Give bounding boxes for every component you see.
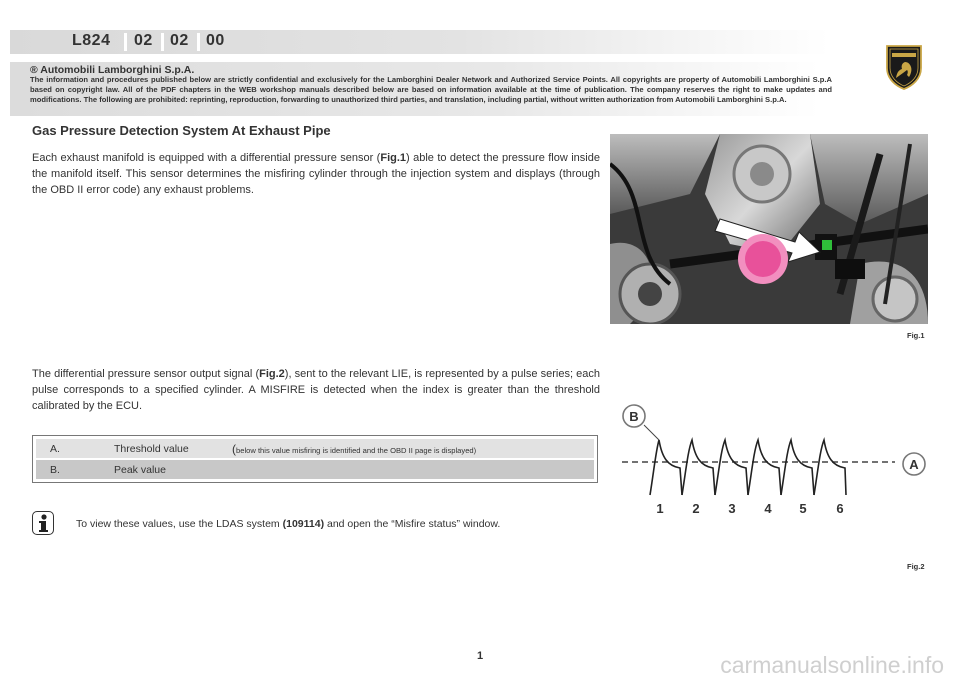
watermark-text: carmanualsonline.info <box>720 652 944 678</box>
info-note <box>76 518 500 530</box>
info-text: To view these values, use the LDAS system <box>76 518 283 530</box>
callout-a-label: A <box>909 457 919 472</box>
sensor-highlight <box>822 240 832 250</box>
pink-marker <box>745 241 781 277</box>
paragraph-text: Each exhaust manifold is equipped with a differential pressure sensor ( <box>32 152 381 164</box>
cylinder-number: 5 <box>799 501 807 516</box>
cylinder-number: 3 <box>728 501 736 516</box>
paragraph-text: ), sent to the relevant LIE, is represented by a pulse series; each pulse corresponds to a specified cylinder. A MISFIRE is detected when the index is greater than the threshold calibrated by the ECU. <box>32 368 600 412</box>
figure-reference: Fig.2 <box>259 368 285 380</box>
code-separator <box>124 33 127 51</box>
figure-reference: Fig.1 <box>380 152 407 164</box>
row-note-text: below this value misfiring is identified and the OBD II page is displayed) <box>236 446 477 455</box>
row-label: Threshold value <box>114 443 189 455</box>
paragraph-text: The differential pressure sensor output signal ( <box>32 368 260 380</box>
row-note <box>232 442 476 456</box>
doc-code-revision: 00 <box>206 32 225 49</box>
notice-text: The information and procedures published below are strictly confidential and exclusively for the Lamborghini Dealer Network and Authorized Service Points. All copyrights are property of Automobili Lamborghini S.p.A based on copyright law. All of the PDF chapters in the WEB workshop manuals described below are based on information available at the time of publication. The company reserves the right to make updates and modifications. The following are prohibited: reprinting, reproduction, forwarding to unauthorized third parties, and translation, including partial, without written authorization from Automobili Lamborghini S.p.A. <box>30 75 832 104</box>
notice-title: ® Automobili Lamborghini S.p.A. <box>30 64 195 76</box>
row-letter: B. <box>50 464 60 476</box>
paragraph-text: ) able to detect the pressure flow inside the manifold itself. This sensor determines the misfiring cylinder through the injection system and displays (through the OBD II error code) any exhaust problems. <box>32 152 600 196</box>
row-label: Peak value <box>114 464 166 476</box>
engine-photo <box>610 134 928 324</box>
document-code-bar <box>10 30 830 54</box>
doc-code-group: 02 <box>134 32 153 49</box>
cylinder-number: 2 <box>692 501 700 516</box>
doc-code-subgroup: 02 <box>170 32 189 49</box>
doc-code-model: L824 <box>72 32 111 49</box>
paragraph-sensor-description <box>32 150 600 198</box>
info-glyph <box>33 512 53 534</box>
values-table <box>32 435 598 483</box>
row-letter: A. <box>50 443 60 455</box>
ldas-code: (109114) <box>282 518 325 530</box>
figure-1-label: Fig.1 <box>907 331 925 340</box>
copyright-notice <box>10 62 832 116</box>
code-separator <box>161 33 164 51</box>
row-note-paren: ( <box>232 442 236 456</box>
info-icon <box>32 511 54 535</box>
figure-2-label: Fig.2 <box>907 562 925 571</box>
table-row <box>36 460 594 479</box>
pulse-signal-diagram <box>610 400 930 525</box>
section-title: Gas Pressure Detection System At Exhaust Pipe <box>32 123 331 138</box>
peak-leader-line <box>644 425 659 440</box>
paragraph-signal-description <box>32 366 600 414</box>
table-row <box>36 439 594 458</box>
cylinder-number: 6 <box>836 501 844 516</box>
engine-illustration <box>610 134 928 324</box>
lamborghini-logo <box>884 44 924 90</box>
page-number: 1 <box>476 650 484 662</box>
pulse-waveform <box>650 440 846 495</box>
cylinder-number: 4 <box>764 501 772 516</box>
info-text: and open the “Misfire status” window. <box>324 518 501 530</box>
code-separator <box>197 33 200 51</box>
callout-b-label: B <box>629 409 639 424</box>
cylinder-number: 1 <box>656 501 664 516</box>
